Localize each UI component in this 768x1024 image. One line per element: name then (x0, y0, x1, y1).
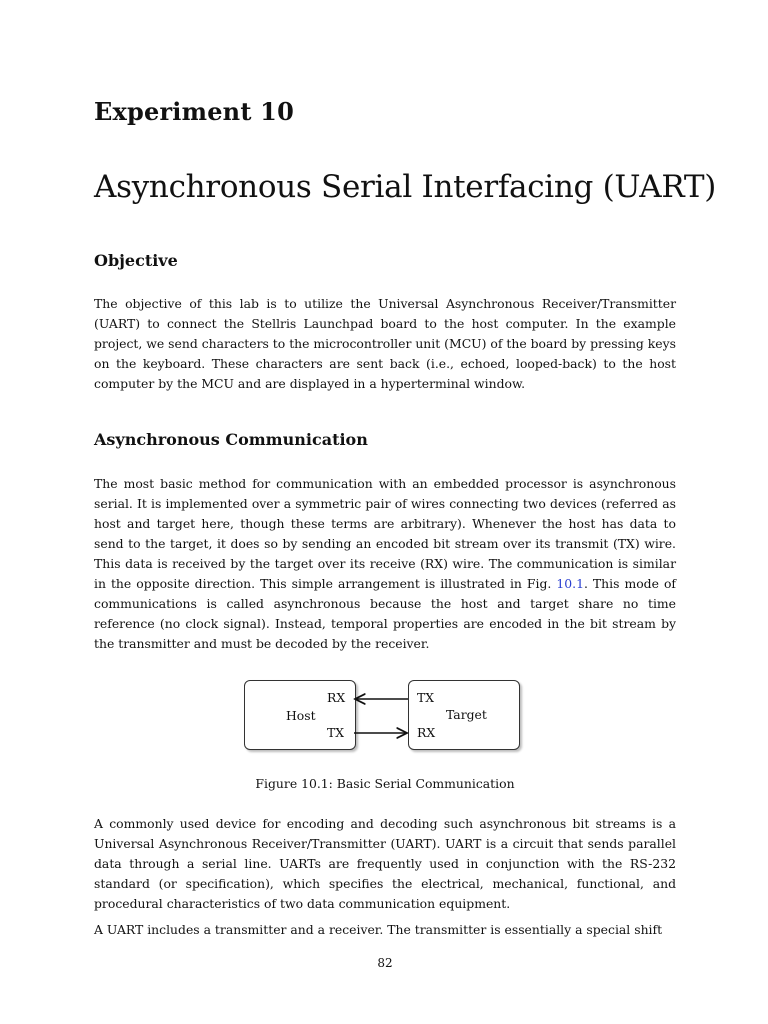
async-communication-heading: Asynchronous Communication (94, 430, 368, 449)
target-rx-label: RX (417, 725, 436, 740)
async-text-part-1: The most basic method for communication with an embedded processor is asynchronous serial. It is implemented over a symmetric pair of wires connecting two devices (referred as host and target here, though these terms are arbitrary). Whenever the host has data to send to the target, it does so by sending an encoded bit stream over its transmit (TX) wire. This data is received by the target over its receive (RX) wire. The communication is similar in the opposite direction. This simple arrangement is illustrated in Fig. (94, 476, 676, 591)
page-number: 82 (377, 956, 393, 970)
experiment-label: Experiment 10 (94, 97, 294, 126)
chapter-title: Asynchronous Serial Interfacing (UART) (94, 169, 717, 205)
async-communication-paragraph (94, 474, 676, 654)
host-rx-label: RX (327, 690, 346, 705)
serial-communication-figure (244, 680, 522, 752)
figure-caption: Figure 10.1: Basic Serial Communication (255, 776, 515, 791)
host-label: Host (286, 708, 316, 723)
objective-heading: Objective (94, 251, 178, 270)
uart-paragraph-1: A commonly used device for encoding and decoding such asynchronous bit streams is a Universal Asynchronous Receiver/Transmitter (UART). UART is a circuit that sends parallel data through a serial line. UARTs are frequently used in conjunction with the RS-232 standard (or specification), which specifies the electrical, mechanical, functional, and procedural characteristics of two data communication equipment. (94, 816, 676, 911)
target-label: Target (446, 707, 487, 722)
target-tx-label: TX (417, 690, 435, 705)
figure-reference-link[interactable]: 10.1 (556, 576, 584, 591)
async-text-part-2: . This mode of communications is called asynchronous because the host and target share no time reference (no clock signal). Instead, temporal properties are encoded in the bit stream by the transmitter and must be decoded by the receiver. (94, 576, 676, 651)
uart-paragraph-2: A UART includes a transmitter and a receiver. The transmitter is essentially a special shift (94, 922, 663, 937)
objective-paragraph: The objective of this lab is to utilize the Universal Asynchronous Receiver/Transmitter (UART) to connect the Stellris Launchpad board to the host computer. In the example project, we send characters to the microcontroller unit (MCU) of the board by pressing keys on the keyboard. These characters are sent back (i.e., echoed, looped-back) to the host computer by the MCU and are displayed in a hyperterminal window. (94, 296, 676, 391)
host-tx-label: TX (327, 725, 345, 740)
connection-arrows (244, 680, 522, 752)
